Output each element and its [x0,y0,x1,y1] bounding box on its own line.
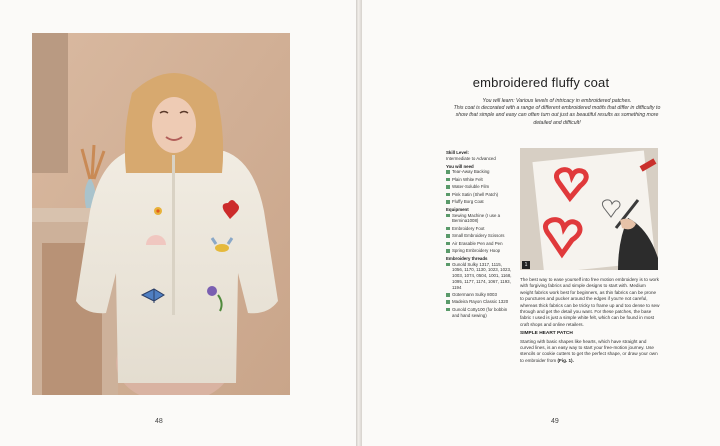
list-item: Gunold Sulky 1317, 1115, 1056, 1170, 1130, 1023, 1023, 1003, 1074, 0504, 1001, 1168, 1095, 1177, 1174, 1067, 1193, 1194 [446,262,514,291]
list-item: Embroidery Foot [446,226,514,232]
list-item: Water-Soluble Film [446,184,514,190]
list-item: Spring Embroidery Hoop [446,248,514,254]
list-item: Fluffy Borg Coat [446,199,514,205]
equipment-heading: Equipment [446,206,469,212]
threads-list [446,262,514,319]
heart-patch-heading: SIMPLE HEART PATCH [520,331,573,337]
heart-patch-paragraph [520,339,660,365]
figure-heart-stencil-photo [520,148,658,270]
list-item: Pink Satin (Shell Patch) [446,192,514,198]
figure-reference: (Fig. 1). [557,357,574,363]
list-item: Air Erasable Pen and Pen [446,241,514,247]
instructions-body [520,277,660,367]
list-item: Gunold Cotty100 (for bobbin and hand sewing) [446,307,514,319]
project-intro [452,98,662,127]
list-item: Tear-Away Backing [446,169,514,175]
coat-model-photo [32,33,290,395]
project-title: embroidered fluffy coat [472,75,610,90]
list-item: Plain White Felt [446,177,514,183]
list-item: Gütermann Sulky 8003 [446,292,514,298]
skill-value: Intermediate to Advanced [446,155,496,161]
threads-heading: Embroidery threads [446,255,488,261]
page-number-right: 49 [551,418,559,425]
equipment-list [446,213,514,254]
skill-heading: Skill Level: [446,150,469,155]
you-will-need-list [446,169,514,204]
intro-paragraph: The best way to ease yourself into free motion embroidery is to work with forgiving fabrics and simple designs to start with. Medium weight fabrics work best for beginners, as thin fabrics can be prone to punctures and pucker around the edges if you're not careful, whereas thick fabrics can be tricky to frame up and too dense to sew through and get the detail you want. For these patches, the base fabric I used is just a simple white felt, which can be found in most craft shops and online retailers. [520,277,660,327]
materials-sidebar [446,148,514,320]
list-item: Small Embroidery Scissors [446,233,514,239]
coat-model-illustration [32,33,290,395]
heart-stencil-illustration [520,148,658,270]
list-item: Sewing Machine (I use a Bernina1008) [446,213,514,225]
list-item: Madeira Rayon Classic 1320 [446,299,514,305]
heart-patch-text: Starting with basic shapes like hearts, which have straight and curved lines, is an easy way to start your free-motion journey. Use stencils or cookie cutters to get the perfect shape, or draw your own to embroider from [520,338,658,363]
page-number-left: 48 [155,418,163,425]
right-page [362,0,720,446]
intro-line-1: You will learn: Various levels of intricacy in embroidered patches. [482,98,632,104]
intro-line-2: This coat is decorated with a range of different embroidered motifs that differ in difficulty to show that simple and easy can often turn out just as beautiful results as something more detailed and difficult! [453,105,661,126]
figure-number-badge: 1 [522,261,530,269]
you-will-need-heading: You will need [446,163,474,169]
left-page [0,0,356,446]
